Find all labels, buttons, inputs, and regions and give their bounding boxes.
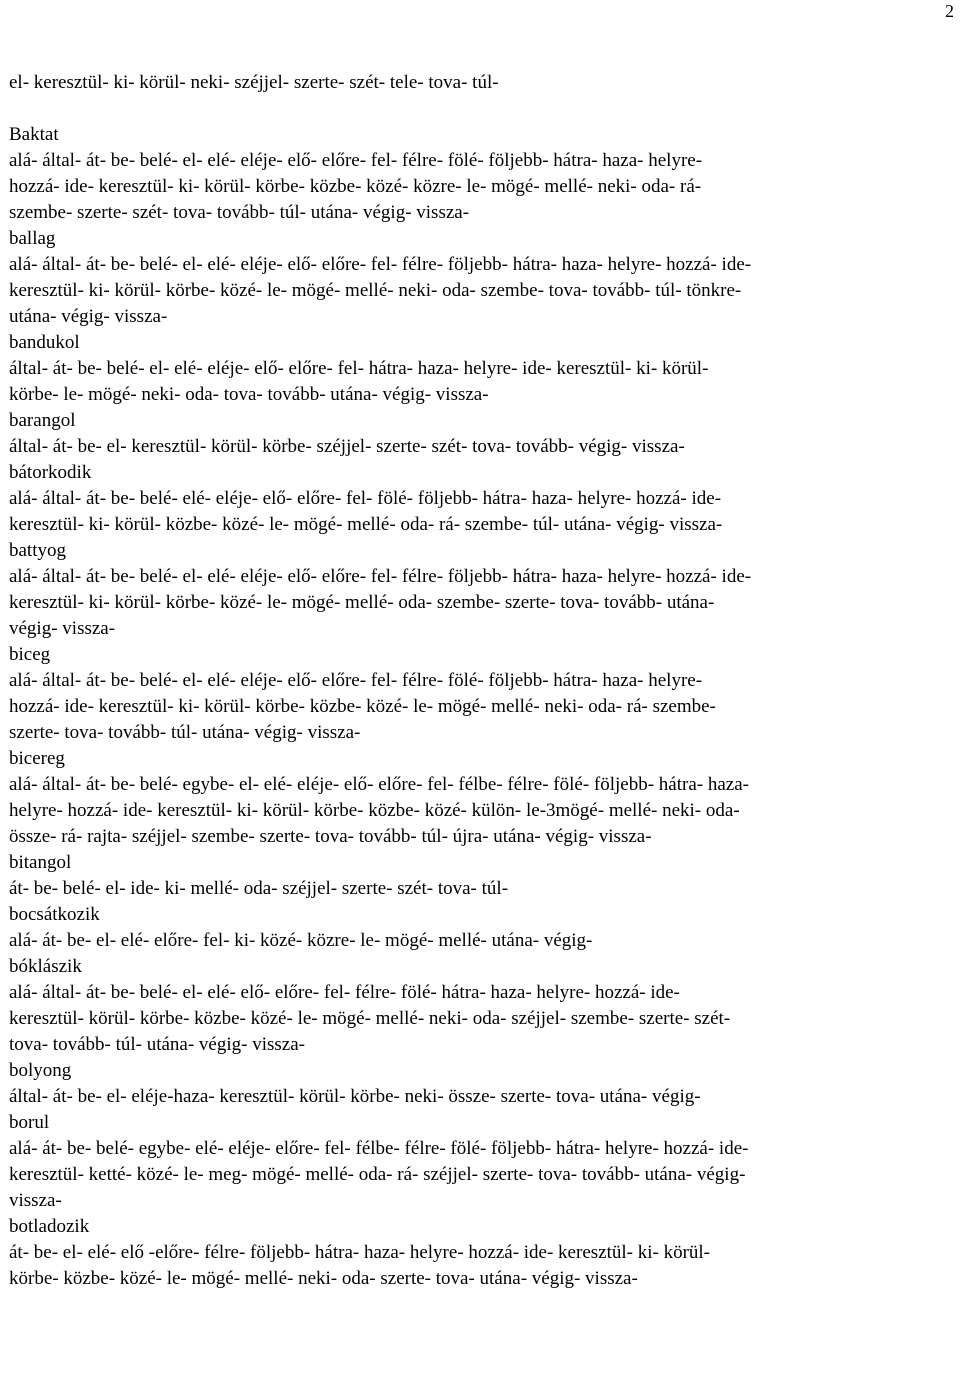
prefix-list-line: tova- tovább- túl- utána- végig- vissza- <box>9 1034 305 1055</box>
verb-entry <box>9 1110 954 1214</box>
verb-entry <box>9 460 954 538</box>
prefix-list-line: által- át- be- belé- el- elé- eléje- elő- előre- fel- hátra- haza- helyre- ide- keresztül- ki- körül- <box>9 358 709 379</box>
verb-entry <box>9 1214 954 1292</box>
verb-entry <box>9 330 954 408</box>
prefix-list-line: végig- vissza- <box>9 618 116 639</box>
verb-entry <box>9 954 954 1058</box>
prefix-list-line: át- be- el- elé- elő -előre- félre- följebb- hátra- haza- helyre- hozzá- ide- keresztül- ki- körül- <box>9 1242 711 1263</box>
blank-line <box>9 96 954 122</box>
verb-headword: biceg <box>9 644 51 665</box>
verb-headword: botladozik <box>9 1216 90 1237</box>
verb-headword: barangol <box>9 410 76 431</box>
verb-headword: bóklászik <box>9 956 82 977</box>
verb-headword: Baktat <box>9 124 59 145</box>
verb-entry <box>9 746 954 850</box>
verb-headword: borul <box>9 1112 50 1133</box>
prefix-list-line: keresztül- ki- körül- közbe- közé- le- mögé- mellé- oda- rá- szembe- túl- utána- végig- vissza- <box>9 514 723 535</box>
verb-headword: bolyong <box>9 1060 72 1081</box>
verb-headword: battyog <box>9 540 66 561</box>
verb-entry <box>9 850 954 902</box>
prefix-list-line: hozzá- ide- keresztül- ki- körül- körbe- közbe- közé- le- mögé- mellé- neki- oda- rá- szembe- <box>9 696 716 717</box>
prefix-list-line: alá- által- át- be- belé- el- elé- eléje- elő- előre- fel- félre- följebb- hátra- haza- helyre- hozzá- ide- <box>9 566 752 587</box>
verb-headword: ballag <box>9 228 56 249</box>
verb-entry <box>9 1058 954 1110</box>
prefix-list-line: hozzá- ide- keresztül- ki- körül- körbe- közbe- közé- közre- le- mögé- mellé- neki- oda- rá- <box>9 176 702 197</box>
document-body <box>9 70 954 1292</box>
prefix-list-line: alá- által- át- be- belé- el- elé- elő- előre- fel- félre- fölé- hátra- haza- helyre- hozzá- ide- <box>9 982 680 1003</box>
verb-headword: bicereg <box>9 748 65 769</box>
verb-entry <box>9 902 954 954</box>
prefix-list-line: alá- által- át- be- belé- el- elé- eléje- elő- előre- fel- félre- fölé- följebb- hátra- haza- helyre- <box>9 670 703 691</box>
prefix-list-line: által- át- be- el- eléje-haza- keresztül- körül- körbe- neki- össze- szerte- tova- utána- végig- <box>9 1086 701 1107</box>
prefix-list-line: alá- át- be- el- elé- előre- fel- ki- közé- közre- le- mögé- mellé- utána- végig- <box>9 930 593 951</box>
prefix-list-line: keresztül- körül- körbe- közbe- közé- le- mögé- mellé- neki- oda- széjjel- szembe- szerte- szét- <box>9 1008 731 1029</box>
prefix-list-line: helyre- hozzá- ide- keresztül- ki- körül- körbe- közbe- közé- külön- le-3mögé- mellé- neki- oda- <box>9 800 740 821</box>
verb-entry <box>9 642 954 746</box>
page-number: 2 <box>945 1 954 21</box>
verb-headword: bocsátkozik <box>9 904 100 925</box>
prefix-list-line: össze- rá- rajta- széjjel- szembe- szerte- tova- tovább- túl- újra- utána- végig- vissza- <box>9 826 652 847</box>
verb-headword: bitangol <box>9 852 72 873</box>
verb-headword: bátorkodik <box>9 462 92 483</box>
prefix-list-line: alá- által- át- be- belé- egybe- el- elé- eléje- elő- előre- fel- félbe- félre- fölé- följebb- hátra- haza- <box>9 774 749 795</box>
prefix-list-line: által- át- be- el- keresztül- körül- körbe- széjjel- szerte- szét- tova- tovább- végig- vissza- <box>9 436 685 457</box>
prefix-list-line: utána- végig- vissza- <box>9 306 168 327</box>
prefix-list-line: keresztül- ki- körül- körbe- közé- le- mögé- mellé- neki- oda- szembe- tova- tovább- túl- tönkre- <box>9 280 742 301</box>
verb-entry <box>9 538 954 642</box>
prefix-list-line: alá- által- át- be- belé- el- elé- eléje- elő- előre- fel- félre- fölé- följebb- hátra- haza- helyre- <box>9 150 703 171</box>
prefix-list-line: vissza- <box>9 1190 62 1211</box>
verb-entry <box>9 408 954 460</box>
prefix-list-line: szembe- szerte- szét- tova- tovább- túl- utána- végig- vissza- <box>9 202 470 223</box>
intro-line: el- keresztül- ki- körül- neki- széjjel- szerte- szét- tele- tova- túl- <box>9 72 499 93</box>
verb-headword: bandukol <box>9 332 80 353</box>
prefix-list-line: alá- által- át- be- belé- elé- eléje- elő- előre- fel- fölé- följebb- hátra- haza- helyre- hozzá- ide- <box>9 488 722 509</box>
prefix-list-line: alá- által- át- be- belé- el- elé- eléje- elő- előre- fel- félre- följebb- hátra- haza- helyre- hozzá- ide- <box>9 254 752 275</box>
prefix-list-line: át- be- belé- el- ide- ki- mellé- oda- széjjel- szerte- szét- tova- túl- <box>9 878 509 899</box>
prefix-list-line: keresztül- ketté- közé- le- meg- mögé- mellé- oda- rá- széjjel- szerte- tova- tovább- utána- végig- <box>9 1164 746 1185</box>
prefix-list-line: szerte- tova- tovább- túl- utána- végig- vissza- <box>9 722 361 743</box>
verb-entry <box>9 226 954 330</box>
verb-entry <box>9 122 954 226</box>
prefix-list-line: körbe- közbe- közé- le- mögé- mellé- neki- oda- szerte- tova- utána- végig- vissza- <box>9 1268 638 1289</box>
prefix-list-line: keresztül- ki- körül- körbe- közé- le- mögé- mellé- oda- szembe- szerte- tova- tovább- utána- <box>9 592 715 613</box>
prefix-list-line: alá- át- be- belé- egybe- elé- eléje- előre- fel- félbe- félre- fölé- följebb- hátra- helyre- hozzá- ide- <box>9 1138 749 1159</box>
verb-entries <box>9 122 954 1292</box>
prefix-list-line: körbe- le- mögé- neki- oda- tova- tovább- utána- végig- vissza- <box>9 384 489 405</box>
